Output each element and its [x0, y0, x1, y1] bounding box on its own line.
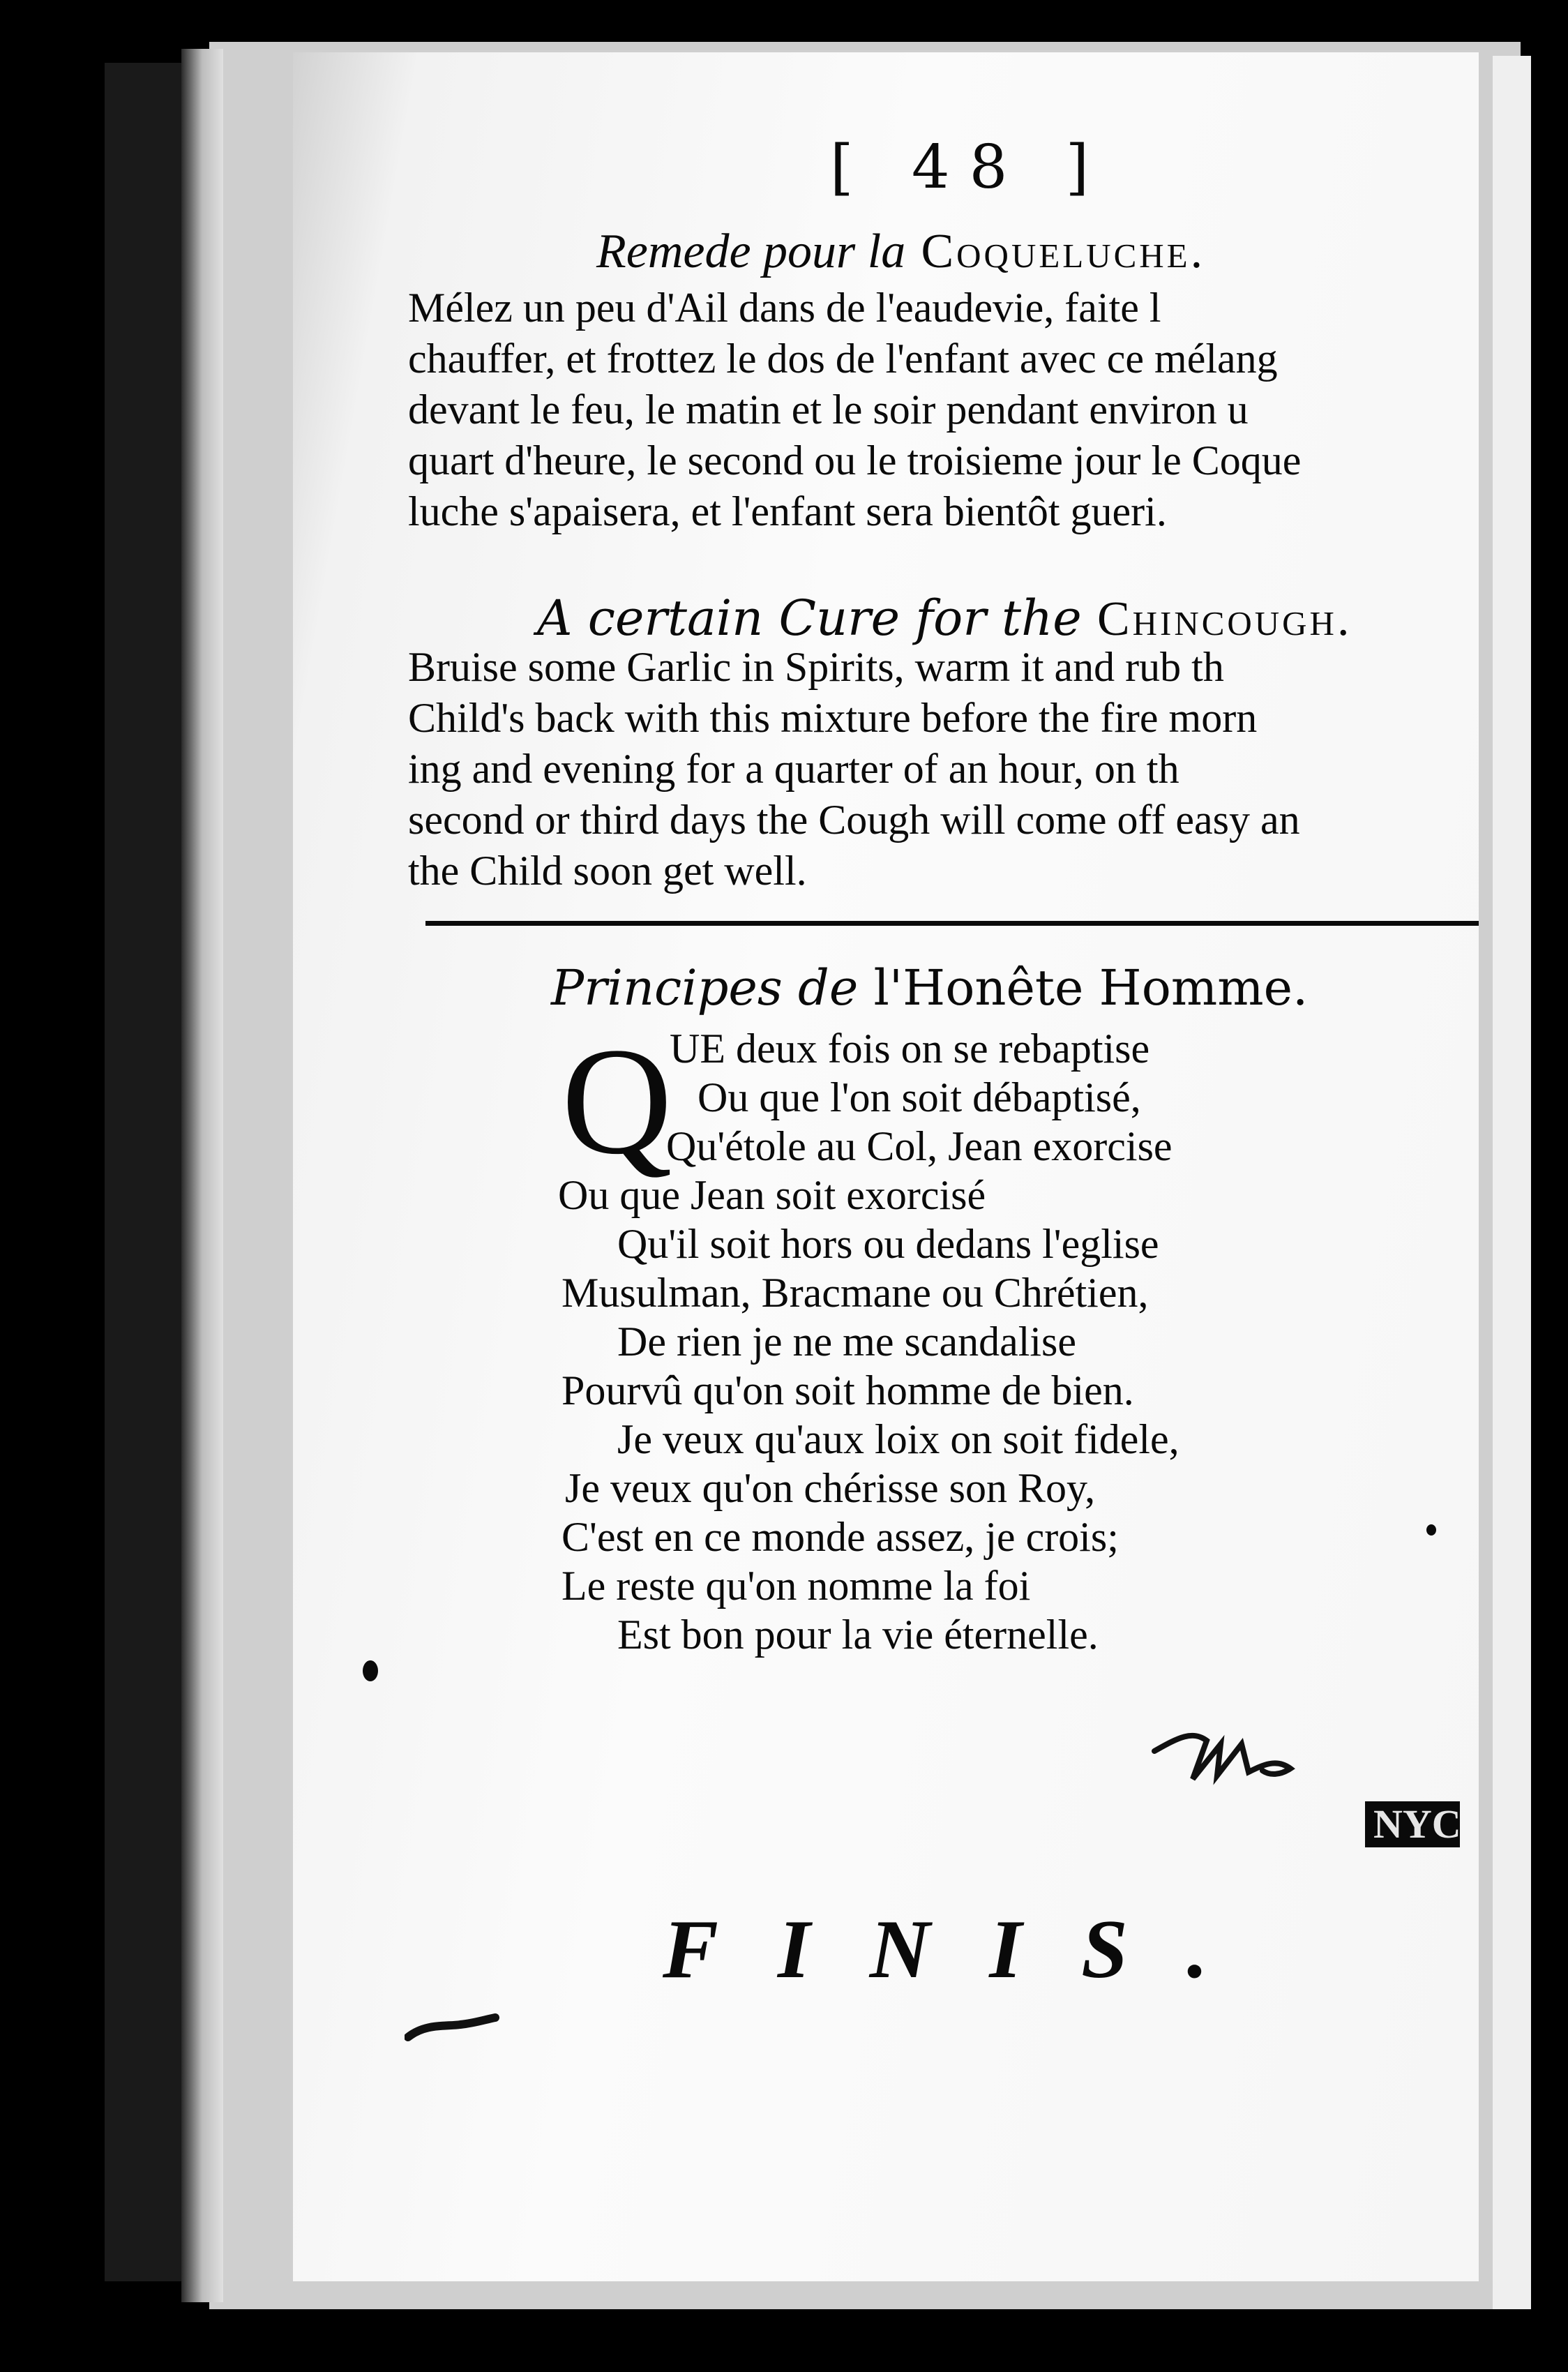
english-line: Child's back with this mixture before the fire morn [408, 695, 1258, 741]
french-title-caps: Coqueluche. [921, 225, 1206, 278]
poem-title [551, 959, 1308, 1016]
library-stamp [1364, 1800, 1461, 1849]
poem-line: Est bon pour la vie éternelle. [617, 1612, 1099, 1658]
stamp-text: NYC [1373, 1801, 1461, 1847]
section-divider [425, 921, 1479, 926]
poem-line: Le reste qu'on nomme la foi [561, 1563, 1031, 1609]
english-remedy-title [537, 590, 1352, 647]
poem-line: Pourvû qu'on soit homme de bien. [561, 1367, 1134, 1413]
ink-spot [1426, 1524, 1436, 1536]
english-line: second or third days the Cough will come off easy an [408, 797, 1300, 843]
spine-edge [181, 49, 223, 2302]
poem-line: Ou que l'on soit débaptisé, [698, 1074, 1141, 1120]
poem-title-italic: Principes de [551, 959, 859, 1016]
french-line: chauffer, et frottez le dos de l'enfant avec ce mélang [408, 336, 1278, 382]
poem-line: Qu'il soit hors ou dedans l'eglise [617, 1221, 1159, 1267]
french-line: Mélez un peu d'Ail dans de l'eaudevie, faite l [408, 285, 1161, 331]
french-title-italic: Remede pour la [596, 225, 906, 278]
page-number: [ 48 ] [830, 133, 1109, 202]
poem-line: Ou que Jean soit exorcisé [558, 1172, 986, 1218]
poem-line: UE deux fois on se rebaptise [670, 1026, 1150, 1072]
page-right-edge [1493, 56, 1531, 2309]
french-line: luche s'apaisera, et l'enfant sera bientôt gueri. [408, 488, 1167, 534]
french-remedy-text [408, 283, 1301, 537]
poem-title-roman: l'Honête Homme. [873, 959, 1309, 1016]
poem-line: Musulman, Bracmane ou Chrétien, [561, 1270, 1149, 1316]
english-line: Bruise some Garlic in Spirits, warm it and rub th [408, 644, 1224, 690]
english-line: the Child soon get well. [408, 848, 807, 894]
french-remedy-title [596, 222, 1205, 280]
ink-flourish [405, 2009, 502, 2051]
french-line: quart d'heure, le second ou le troisieme jour le Coque [408, 437, 1302, 483]
ink-spot [363, 1660, 378, 1681]
poem-line: De rien je ne me scandalise [617, 1319, 1077, 1365]
poem-line: Je veux qu'aux loix on soit fidele, [617, 1416, 1179, 1462]
finis: FINIS. [663, 1902, 1267, 1995]
poem-line: C'est en ce monde assez, je crois; [561, 1514, 1119, 1560]
english-title-caps: Chincough. [1096, 592, 1352, 646]
english-remedy-text [408, 642, 1300, 896]
english-line: ing and evening for a quarter of an hour, on th [408, 746, 1179, 792]
poem-line: Qu'étole au Col, Jean exorcise [666, 1123, 1173, 1169]
english-title-italic: A certain Cure for the [537, 590, 1082, 647]
drop-cap: Q [561, 1016, 672, 1186]
poem-line: Je veux qu'on chérisse son Roy, [565, 1465, 1096, 1511]
french-line: devant le feu, le matin et le soir pendant environ u [408, 386, 1249, 433]
handwritten-mark [1151, 1716, 1304, 1793]
